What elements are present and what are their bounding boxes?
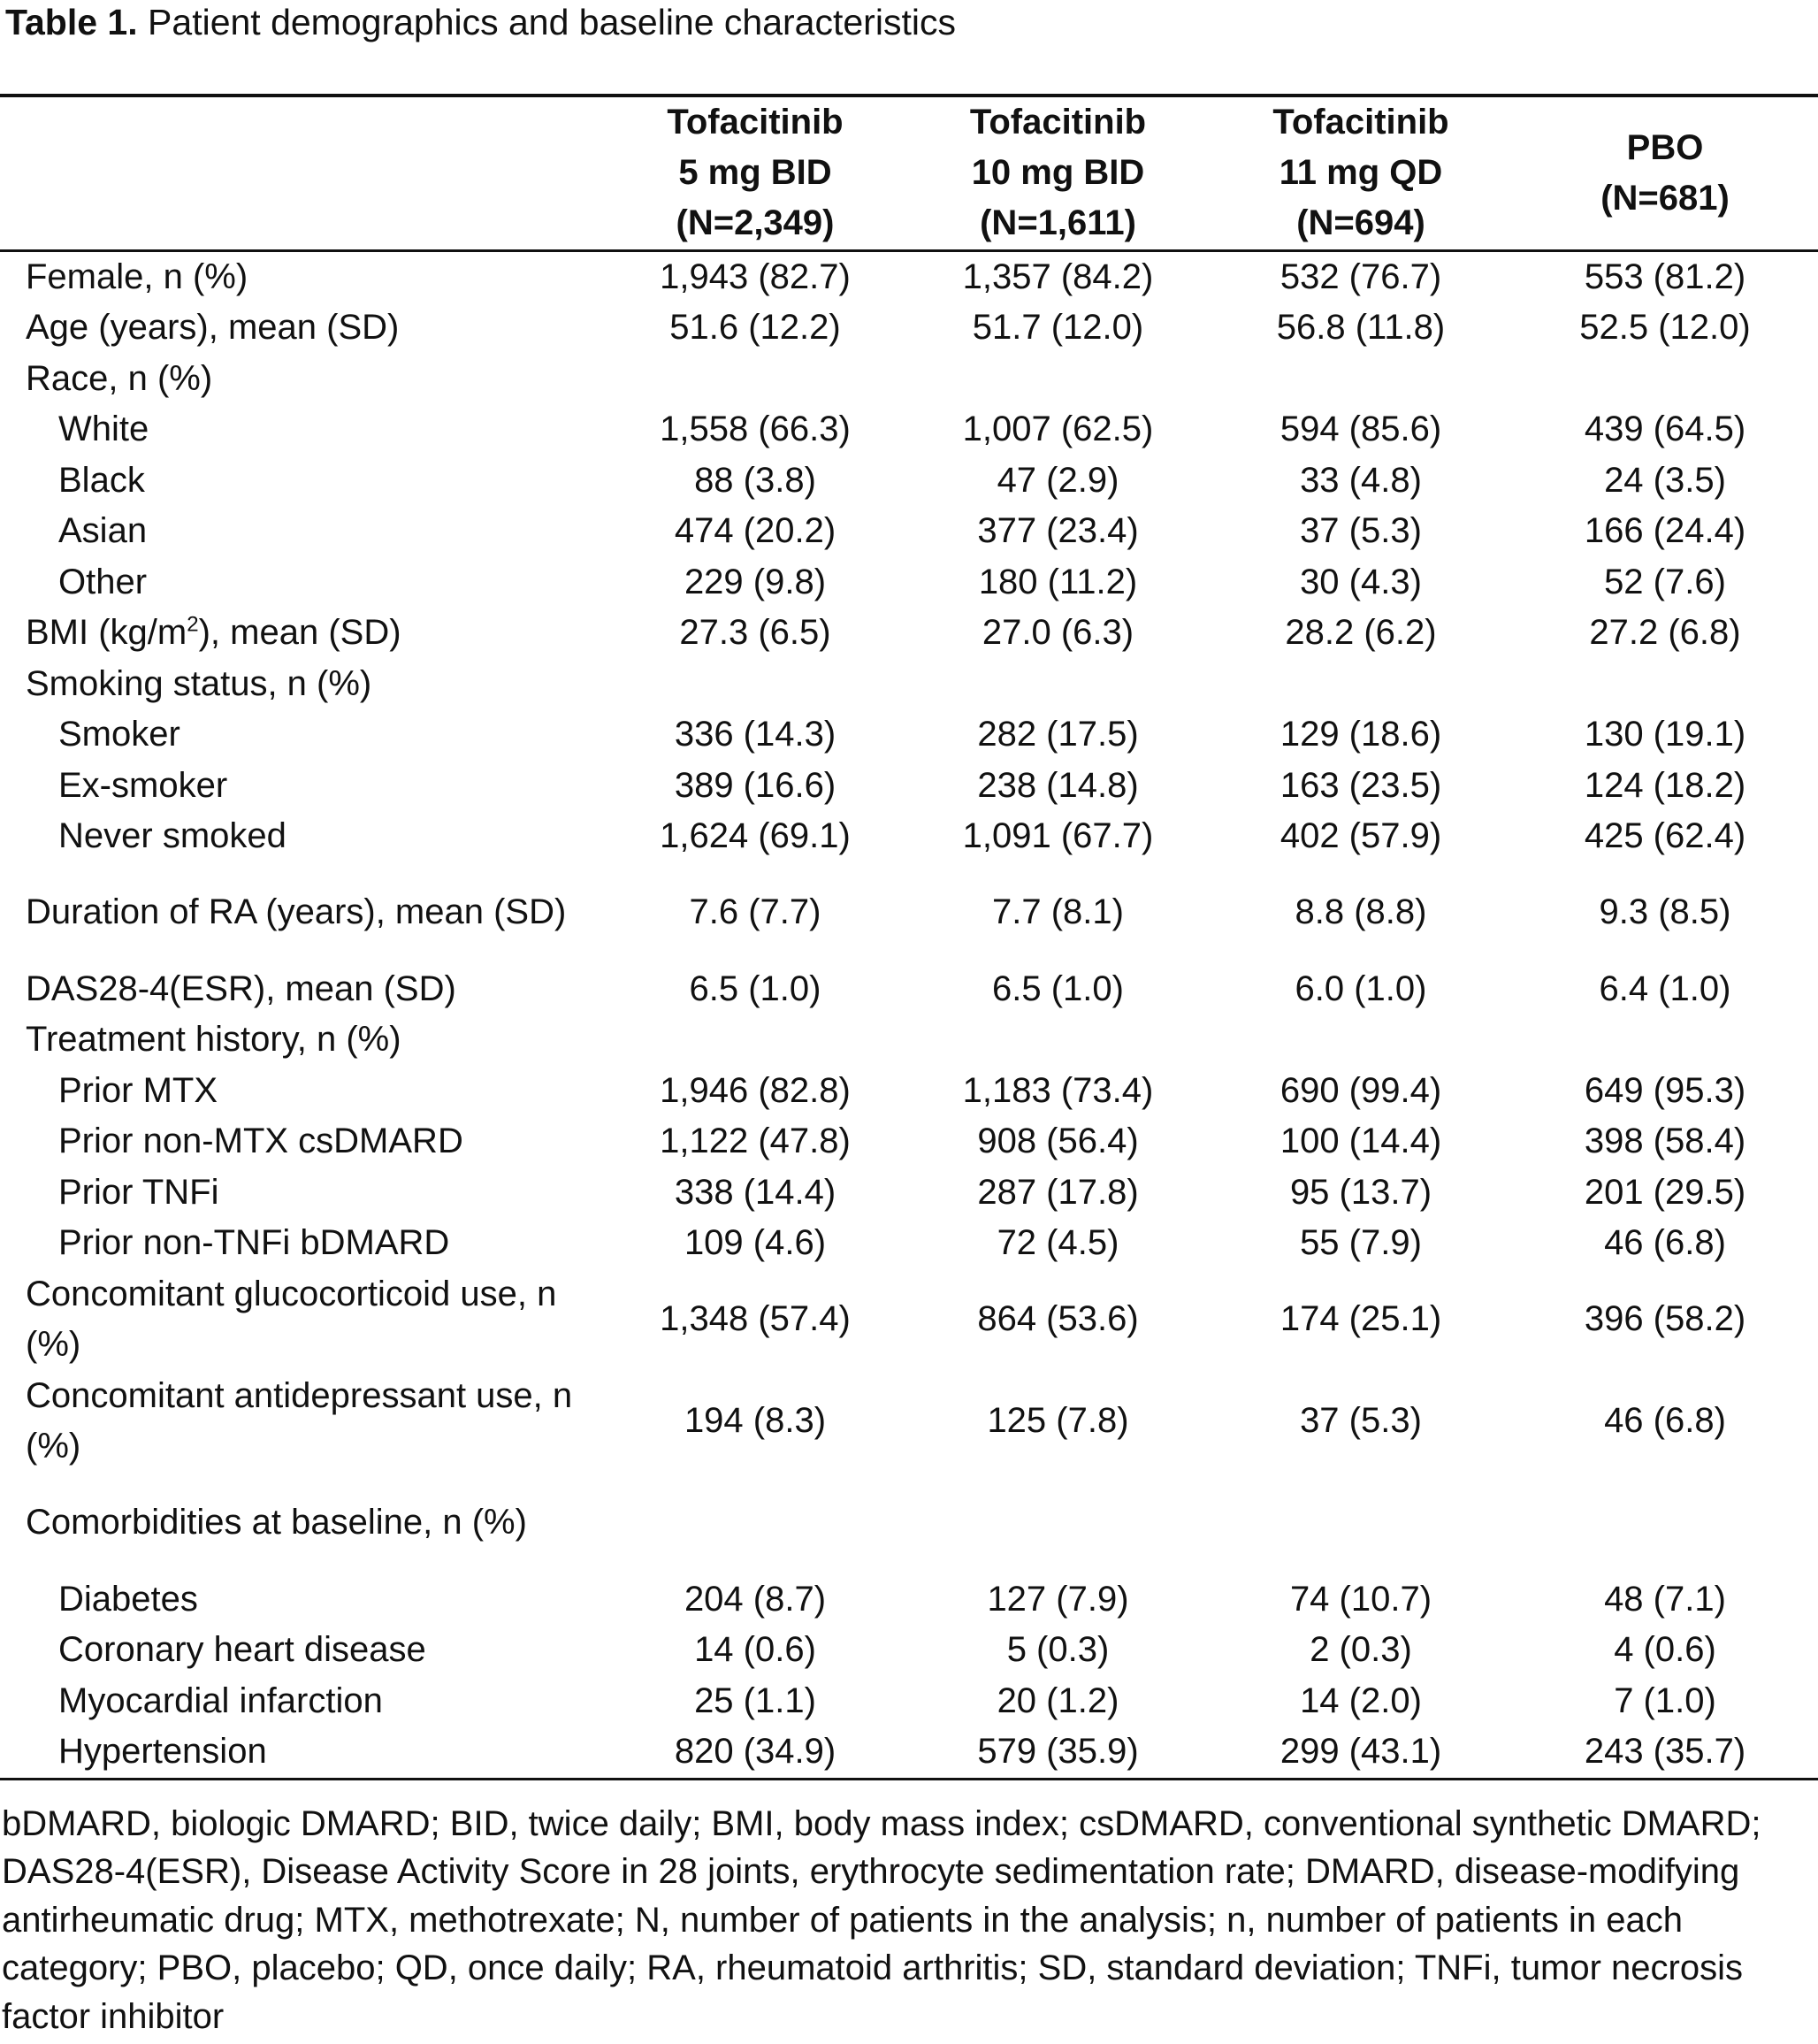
cell-value: 820 (34.9)	[674, 1732, 836, 1771]
table-row	[0, 1676, 1818, 1727]
cell-value: 46 (6.8)	[1604, 1401, 1726, 1441]
cell-value: 532 (76.7)	[1279, 256, 1442, 296]
row-label	[0, 1625, 604, 1676]
row-label	[0, 811, 604, 862]
cell-value: 74 (10.7)	[1289, 1579, 1432, 1619]
table-row	[0, 250, 1818, 302]
cell-value: 1,357 (84.2)	[962, 256, 1154, 296]
cell-value: 690 (99.4)	[1279, 1070, 1442, 1110]
table-footnote: bDMARD, biologic DMARD; BID, twice daily; BMI, body mass index; csDMARD, conventional synthetic DMARD; DAS28-4(ESR), Disease Activity Score in 28 joints, erythrocyte sedimentation rate; DMARD, disease-modifying antirheumatic drug; MTX, methotrexate; N, number of patients in the analysis; n, number of patients in each category; PBO, placebo; QD, once daily; RA, rheumatoid arthritis; SD, standard deviation; TNFi, tumor necrosis factor inhibitor	[2, 1803, 1761, 2036]
row-label	[0, 455, 604, 507]
cell-value: 14 (2.0)	[1300, 1680, 1422, 1720]
cell-value: 33 (4.8)	[1300, 460, 1422, 500]
row-label-text: Never smoked	[58, 816, 286, 855]
table-row	[0, 1167, 1818, 1219]
row-label	[0, 709, 604, 761]
row-label-text: Black	[58, 460, 145, 500]
cell-value: 125 (7.8)	[987, 1401, 1129, 1441]
cell-value: 51.7 (12.0)	[972, 308, 1144, 347]
cell-value: 48 (7.1)	[1604, 1579, 1726, 1619]
cell-value	[604, 354, 906, 405]
row-label-text: Diabetes	[58, 1579, 198, 1619]
cell-value: 129 (18.6)	[1279, 715, 1442, 754]
table-row	[0, 455, 1818, 507]
table-row	[0, 1625, 1818, 1676]
row-label-text: Prior MTX	[58, 1070, 218, 1110]
header-line: 10 mg BID	[971, 153, 1145, 193]
cell-value: 238 (14.8)	[977, 765, 1139, 805]
cell-value: 1,558 (66.3)	[660, 410, 851, 448]
table-row	[0, 659, 1818, 710]
cell-value: 439 (64.5)	[1584, 410, 1746, 448]
cell-value: 51.6 (12.2)	[669, 308, 841, 347]
row-label-text: Concomitant antidepressant use, n (%)	[26, 1375, 573, 1466]
row-label-text: Prior non-TNFi bDMARD	[58, 1223, 450, 1262]
cell-value: 2 (0.3)	[1310, 1630, 1412, 1669]
cell-value	[1210, 1473, 1512, 1574]
row-label	[0, 404, 604, 455]
cell-value	[604, 1014, 906, 1066]
column-header	[1512, 96, 1818, 250]
cell-value: 124 (18.2)	[1584, 765, 1746, 805]
cell-value: 100 (14.4)	[1279, 1122, 1442, 1160]
row-label	[0, 302, 604, 354]
cell-value: 396 (58.2)	[1584, 1299, 1746, 1339]
table-row	[0, 1726, 1818, 1779]
cell-value: 9.3 (8.5)	[1599, 892, 1731, 932]
cell-value: 27.3 (6.5)	[679, 613, 831, 652]
row-label-text: Myocardial infarction	[58, 1680, 383, 1720]
row-label	[0, 557, 604, 609]
cell-value: 5 (0.3)	[1006, 1630, 1110, 1669]
row-label-text: Concomitant glucocorticoid use, n (%)	[26, 1274, 557, 1364]
header-line: 11 mg QD	[1279, 153, 1443, 193]
header-line: 5 mg BID	[678, 153, 832, 193]
cell-value	[1210, 659, 1512, 710]
cell-value	[1512, 1014, 1818, 1066]
table-title	[0, 0, 1818, 94]
table-body	[0, 250, 1818, 1779]
row-label	[0, 1066, 604, 1117]
cell-value: 553 (81.2)	[1584, 256, 1746, 296]
demographics-table	[0, 94, 1818, 1780]
row-label	[0, 1116, 604, 1167]
row-label-text: Prior TNFi	[58, 1172, 219, 1212]
row-label-text: Female, n (%)	[26, 256, 248, 296]
table-row	[0, 1371, 1818, 1473]
cell-value: 14 (0.6)	[694, 1630, 816, 1669]
cell-value	[906, 1014, 1210, 1066]
cell-value: 6.5 (1.0)	[689, 968, 821, 1008]
cell-value: 24 (3.5)	[1604, 460, 1726, 500]
cell-value: 174 (25.1)	[1279, 1299, 1442, 1339]
table-row	[0, 1218, 1818, 1269]
cell-value: 1,122 (47.8)	[660, 1122, 851, 1160]
cell-value	[906, 354, 1210, 405]
table-row	[0, 608, 1818, 659]
row-label-text: Comorbidities at baseline, n (%)	[26, 1503, 527, 1543]
cell-value: 46 (6.8)	[1604, 1223, 1726, 1262]
cell-value: 7.7 (8.1)	[992, 892, 1124, 932]
table-row	[0, 506, 1818, 557]
row-label	[0, 250, 604, 302]
row-label	[0, 659, 604, 710]
header-empty	[0, 96, 604, 250]
row-label	[0, 506, 604, 557]
table-row	[0, 862, 1818, 964]
row-label-text: Hypertension	[58, 1732, 267, 1771]
cell-value: 579 (35.9)	[977, 1732, 1139, 1771]
header-line: Tofacitinib	[667, 103, 844, 142]
row-label	[0, 1676, 604, 1727]
cell-value: 1,624 (69.1)	[660, 816, 851, 855]
table-caption: Patient demographics and baseline characteristics	[148, 2, 956, 42]
table-row	[0, 811, 1818, 862]
cell-value: 282 (17.5)	[977, 715, 1139, 754]
cell-value: 229 (9.8)	[684, 562, 827, 601]
row-label	[0, 1371, 604, 1473]
cell-value: 336 (14.3)	[674, 715, 836, 754]
cell-value: 6.0 (1.0)	[1295, 968, 1427, 1008]
row-label	[0, 1726, 604, 1779]
cell-value: 1,348 (57.4)	[660, 1299, 851, 1339]
cell-value: 56.8 (11.8)	[1276, 308, 1446, 347]
cell-value: 204 (8.7)	[684, 1579, 827, 1619]
cell-value: 47 (2.9)	[997, 460, 1119, 500]
table-row	[0, 1473, 1818, 1574]
row-label-text: Prior non-MTX csDMARD	[58, 1122, 463, 1160]
cell-value: 908 (56.4)	[977, 1122, 1139, 1160]
cell-value: 6.4 (1.0)	[1599, 968, 1731, 1008]
cell-value: 52 (7.6)	[1604, 562, 1726, 601]
cell-value: 7 (1.0)	[1614, 1680, 1716, 1720]
column-header	[604, 96, 906, 250]
row-label	[0, 1269, 604, 1371]
cell-value: 1,946 (82.8)	[660, 1070, 851, 1110]
cell-value	[1512, 354, 1818, 405]
cell-value: 27.0 (6.3)	[982, 613, 1134, 652]
cell-value: 287 (17.8)	[977, 1172, 1139, 1212]
cell-value: 166 (24.4)	[1584, 511, 1746, 550]
header-line: (N=681)	[1600, 178, 1730, 218]
row-label-text: Ex-smoker	[58, 765, 228, 805]
table-row	[0, 354, 1818, 405]
cell-value: 201 (29.5)	[1584, 1172, 1746, 1212]
table-row	[0, 964, 1818, 1015]
cell-value: 649 (95.3)	[1584, 1070, 1746, 1110]
cell-value: 109 (4.6)	[684, 1223, 827, 1262]
cell-value: 25 (1.1)	[694, 1680, 816, 1720]
table-row	[0, 1269, 1818, 1371]
cell-value: 88 (3.8)	[694, 460, 816, 500]
cell-value: 180 (11.2)	[978, 562, 1138, 601]
cell-value: 72 (4.5)	[997, 1223, 1119, 1262]
row-label	[0, 1574, 604, 1626]
row-label-text: BMI (kg/m	[26, 613, 187, 652]
table-row	[0, 1014, 1818, 1066]
table-row	[0, 302, 1818, 354]
cell-value: 30 (4.3)	[1300, 562, 1422, 601]
header-line: Tofacitinib	[969, 103, 1147, 142]
table-header	[0, 96, 1818, 250]
header-line: (N=2,349)	[676, 203, 835, 243]
row-label-text: Treatment history, n (%)	[26, 1020, 401, 1059]
cell-value: 163 (23.5)	[1279, 765, 1442, 805]
row-label-text: White	[58, 410, 149, 448]
row-label-suffix: ), mean (SD)	[198, 613, 401, 652]
table-row	[0, 404, 1818, 455]
row-label	[0, 608, 604, 659]
header-line: (N=1,611)	[980, 203, 1136, 243]
cell-value: 1,091 (67.7)	[962, 816, 1154, 855]
cell-value: 402 (57.9)	[1279, 816, 1442, 855]
cell-value: 377 (23.4)	[977, 511, 1139, 550]
cell-value: 6.5 (1.0)	[992, 968, 1124, 1008]
cell-value: 37 (5.3)	[1300, 1401, 1422, 1441]
cell-value: 130 (19.1)	[1584, 715, 1746, 754]
row-label	[0, 1218, 604, 1269]
cell-value	[604, 659, 906, 710]
header-line: (N=694)	[1296, 203, 1425, 243]
header-line: Tofacitinib	[1272, 103, 1449, 142]
row-label-text: Asian	[58, 511, 148, 550]
cell-value: 194 (8.3)	[684, 1401, 827, 1441]
cell-value: 389 (16.6)	[674, 765, 836, 805]
row-label	[0, 761, 604, 812]
cell-value: 28.2 (6.2)	[1285, 613, 1437, 652]
cell-value: 474 (20.2)	[674, 511, 836, 550]
cell-value: 1,943 (82.7)	[660, 256, 851, 296]
column-header	[906, 96, 1210, 250]
row-label-text: Smoking status, n (%)	[26, 663, 372, 703]
table-row	[0, 557, 1818, 609]
cell-value: 425 (62.4)	[1584, 816, 1746, 855]
cell-value: 37 (5.3)	[1300, 511, 1422, 550]
cell-value: 95 (13.7)	[1289, 1172, 1432, 1212]
cell-value: 299 (43.1)	[1279, 1732, 1442, 1771]
table-row	[0, 1066, 1818, 1117]
row-label-text: Other	[58, 562, 148, 601]
row-label	[0, 1014, 604, 1066]
row-label	[0, 1473, 604, 1574]
cell-value: 4 (0.6)	[1614, 1630, 1716, 1669]
cell-value: 127 (7.9)	[987, 1579, 1129, 1619]
cell-value: 594 (85.6)	[1279, 410, 1442, 448]
row-label-text: Race, n (%)	[26, 358, 213, 398]
row-label-text: Smoker	[58, 715, 180, 754]
cell-value	[1210, 1014, 1512, 1066]
cell-value: 55 (7.9)	[1300, 1223, 1422, 1262]
column-header	[1210, 96, 1512, 250]
cell-value	[1512, 659, 1818, 710]
row-label-text: Duration of RA (years), mean (SD)	[26, 892, 567, 932]
table-row	[0, 709, 1818, 761]
cell-value	[1210, 354, 1512, 405]
row-label-text: DAS28-4(ESR), mean (SD)	[26, 968, 456, 1008]
row-label	[0, 354, 604, 405]
row-label	[0, 1167, 604, 1219]
cell-value: 864 (53.6)	[977, 1299, 1139, 1339]
table-row	[0, 1116, 1818, 1167]
cell-value	[604, 1473, 906, 1574]
cell-value: 338 (14.4)	[674, 1172, 836, 1212]
table-row	[0, 761, 1818, 812]
table-number: Table 1.	[5, 2, 138, 42]
superscript: 2	[187, 612, 199, 637]
cell-value	[906, 1473, 1210, 1574]
cell-value: 52.5 (12.0)	[1579, 308, 1751, 347]
row-label-text: Coronary heart disease	[58, 1630, 426, 1669]
cell-value: 243 (35.7)	[1584, 1732, 1746, 1771]
cell-value: 1,183 (73.4)	[962, 1070, 1154, 1110]
cell-value: 27.2 (6.8)	[1589, 613, 1741, 652]
cell-value: 7.6 (7.7)	[689, 892, 821, 932]
cell-value: 8.8 (8.8)	[1295, 892, 1427, 932]
cell-value	[1512, 1473, 1818, 1574]
table-row	[0, 1574, 1818, 1626]
row-label	[0, 862, 604, 964]
row-label	[0, 964, 604, 1015]
cell-value: 1,007 (62.5)	[962, 410, 1154, 448]
cell-value: 20 (1.2)	[997, 1680, 1119, 1720]
cell-value	[906, 659, 1210, 710]
row-label-text: Age (years), mean (SD)	[26, 308, 400, 347]
header-line: PBO	[1626, 127, 1704, 167]
cell-value: 398 (58.4)	[1584, 1122, 1746, 1160]
